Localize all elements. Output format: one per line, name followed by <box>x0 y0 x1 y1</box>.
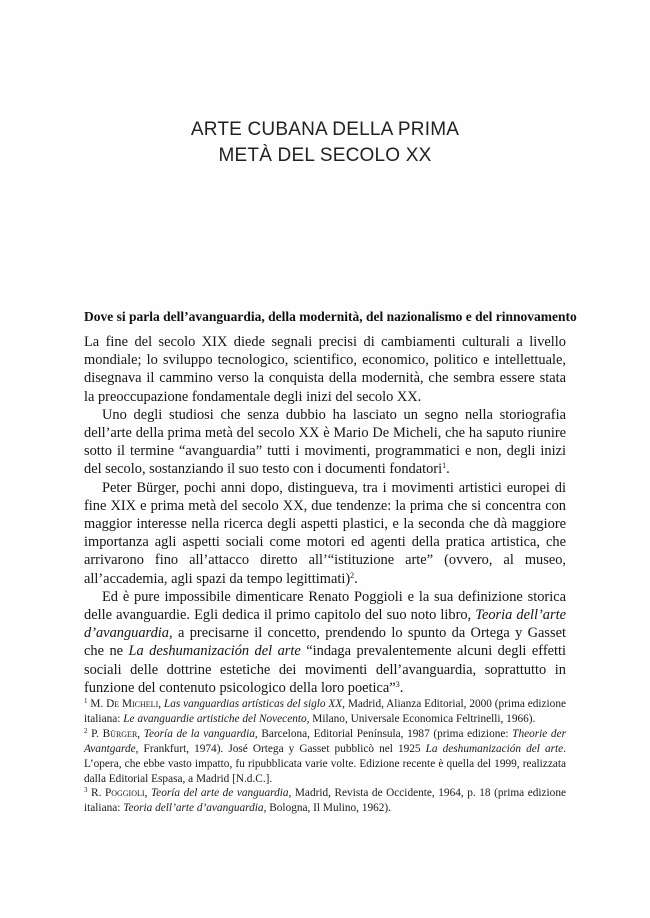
footnote-1-text-2: , Milano, Universale Economica Feltrinelli, 1966). <box>306 712 536 725</box>
book-title-deshumanizacion: La deshumanización del arte <box>128 643 301 660</box>
footnote-ref-1[interactable]: 1 <box>442 461 447 471</box>
footnote-ref-2[interactable]: 2 <box>350 570 355 580</box>
footnote-3-title-2: Teoria dell’arte d’avanguardia <box>123 802 264 815</box>
footnote-2-text-2: , Frankfurt, 1974). José Ortega y Gasset pubblicò nel 1925 <box>135 742 426 755</box>
footnote-3-title: Teoría del arte de vanguardia <box>150 787 289 800</box>
paragraph-4-text-b: , a precisarne il concetto, prendendo lo spunto da Ortega y Gasset che ne <box>84 625 566 660</box>
paragraph-2-text: Uno degli studiosi che senza dubbio ha lasciato un segno nella storiografia dell’arte della prima metà del secolo XX è Mario De Micheli, che ha saputo riunire sotto il termine “avanguardia” tutti i movimenti, programmatici e non, degli inizi del secolo, sostanziando il suo testo con i documenti fondatori <box>84 406 566 478</box>
footnote-2-author: P. Bürger <box>91 727 138 740</box>
footnote-1-number: 1 <box>84 697 88 705</box>
footnote-2-title-3: La deshumanización del arte <box>425 742 564 755</box>
footnote-1-title-2: Le avanguardie artistiche del Novecento <box>123 712 307 725</box>
footnote-2 <box>84 727 566 787</box>
footnote-3-number: 3 <box>84 786 88 795</box>
footnote-ref-3[interactable]: 3 <box>395 679 400 689</box>
body-text <box>84 333 566 697</box>
footnote-3-text-1: , Madrid, Revista de Occidente, 1964, p. 18 (prima edizione italiana: <box>84 787 566 815</box>
paragraph-3-end: . <box>354 570 358 587</box>
paragraph-2 <box>84 406 566 479</box>
footnote-2-text-3: . L’opera, che ebbe vasto impatto, fu ripubblicata varie volte. Edizione recente è quella del 1999, realizzata dalla Editorial Espasa, a Madrid [N.d.C.]. <box>84 742 566 785</box>
paragraph-3 <box>84 479 566 588</box>
paragraph-4-text-a: Ed è pure impossibile dimenticare Renato Poggioli e la sua definizione storica delle avanguardie. Egli dedica il primo capitolo del suo noto libro, <box>84 588 566 624</box>
section-heading: Dove si parla dell’avanguardia, della modernità, del nazionalismo e del rinnovamento <box>84 309 577 324</box>
footnote-3-text-2: , Bologna, Il Mulino, 1962). <box>263 802 391 815</box>
footnote-2-title-2: Theorie der Avantgarde <box>84 727 566 755</box>
footnote-3-author: R. Poggioli <box>91 787 145 800</box>
footnote-1-author: M. De Micheli <box>90 698 159 710</box>
paragraph-3-text: Peter Bürger, pochi anni dopo, distingueva, tra i movimenti artistici europei di fine XIX e prima metà del secolo XX, due tendenze: la prima che si concentra con maggior interesse nella ricerca degli aspetti plastici, e la seconda che dà maggiore importanza agli aspetti sociali come motori ed agenti della pratica artistica, che arrivarono fino all’attacco diretto all’“istituzione arte” (ovvero, al museo, all’accademia, agli spazi da tempo legittimati) <box>84 479 566 587</box>
footnote-1 <box>84 697 566 727</box>
footnote-1-title: Las vanguardias artísticas del siglo XX <box>163 698 343 710</box>
chapter-title-line-1: ARTE CUBANA DELLA PRIMA <box>190 119 460 140</box>
footnote-3-sep: , <box>144 787 151 800</box>
footnote-1-text-1: , Madrid, Alianza Editorial, 2000 (prima edizione italiana: <box>84 698 566 725</box>
paragraph-4-text-c: “indaga prevalentemente alcuni degli effetti sociali delle dottrine estetiche dei movimenti dell’avanguardia, soprattutto in funzione del contenuto psicologico della loro poetica” <box>84 643 566 696</box>
footnote-2-text-1: , Barcelona, Editorial Península, 1987 (prima edizione: <box>254 727 513 740</box>
paragraph-4-end: . <box>399 679 404 696</box>
paragraph-2-end: . <box>446 461 450 478</box>
footnote-2-sep: , <box>137 727 144 740</box>
footnote-2-title: Teoría de la vanguardia <box>143 727 255 740</box>
footnote-3 <box>84 786 566 816</box>
footnotes <box>84 697 566 816</box>
footnote-2-number: 2 <box>84 726 88 735</box>
paragraph-1: La fine del secolo XIX diede segnali precisi di cambiamenti culturali a livello mondiale; lo sviluppo tecnologico, scientifico, economico, politico e intellettuale, disegnava il cammino verso la conquista della modernità, che sembra essere stata la preoccupazione fondamentale degli inizi del secolo XX. <box>84 334 566 405</box>
footnote-1-sep: , <box>158 698 164 710</box>
paragraph-4 <box>84 588 566 697</box>
chapter-title <box>84 117 566 169</box>
chapter-title-line-2: METÀ DEL SECOLO XX <box>218 145 432 166</box>
book-title-teoria: Teoria dell’arte d’avanguardia <box>84 607 566 642</box>
